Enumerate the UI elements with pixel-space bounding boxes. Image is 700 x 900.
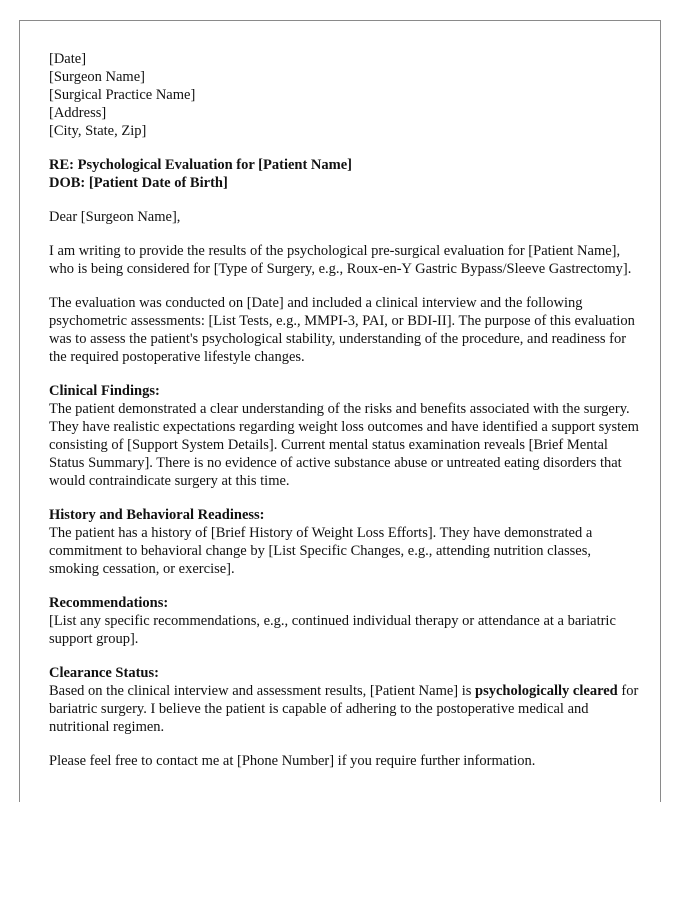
address-block [49, 50, 643, 140]
clinical-findings-section [49, 382, 643, 490]
clearance-body [49, 682, 643, 736]
recommendations-section [49, 594, 643, 648]
closing-paragraph: Please feel free to contact me at [Phone Number] if you require further information. [49, 753, 536, 769]
practice-name-line: [Surgical Practice Name] [49, 87, 196, 103]
clearance-section [49, 664, 643, 736]
letter-content [49, 50, 643, 770]
salutation: Dear [Surgeon Name], [49, 209, 181, 225]
re-line: RE: Psychological Evaluation for [Patient Name] [49, 157, 352, 173]
clearance-body-start: Based on the clinical interview and assessment results, [Patient Name] is [49, 683, 476, 699]
clinical-findings-heading: Clinical Findings: [49, 383, 160, 399]
clearance-heading: Clearance Status: [49, 665, 159, 681]
recommendations-body: [List any specific recommendations, e.g., continued individual therapy or attendance at a bariatric support group]. [49, 613, 616, 647]
recommendations-heading: Recommendations: [49, 595, 169, 611]
intro-paragraph: I am writing to provide the results of the psychological pre-surgical evaluation for [Patient Name], who is being considered for [Type of Surgery, e.g., Roux-en-Y Gastric Bypass/Sleeve Gastrectomy]. [49, 243, 632, 277]
evaluation-paragraph: The evaluation was conducted on [Date] and included a clinical interview and the following psychometric assessments: [List Tests, e.g., MMPI-3, PAI, or BDI-II]. The purpose of this evaluation was to assess the patient's psychological stability, understanding of the procedure, and readiness for the required postoperative lifestyle changes. [49, 295, 635, 365]
address-line: [Address] [49, 105, 107, 121]
surgeon-name-line: [Surgeon Name] [49, 69, 145, 85]
date-line: [Date] [49, 51, 87, 67]
city-state-zip-line: [City, State, Zip] [49, 123, 147, 139]
subject-block [49, 156, 643, 192]
history-section [49, 506, 643, 578]
dob-line: DOB: [Patient Date of Birth] [49, 175, 228, 191]
letter-page [19, 20, 661, 802]
clearance-status-bold: psychologically cleared [475, 683, 618, 699]
history-body: The patient has a history of [Brief History of Weight Loss Efforts]. They have demonstrated a commitment to behavioral change by [List Specific Changes, e.g., attending nutrition classes, smoking cessation, or exercise]. [49, 525, 593, 577]
history-heading: History and Behavioral Readiness: [49, 507, 265, 523]
clearance-body-end: for bariatric surgery. I believe the patient is capable of adhering to the postoperative medical and nutritional regimen. [49, 683, 639, 735]
clinical-findings-body: The patient demonstrated a clear understanding of the risks and benefits associated with the surgery. They have realistic expectations regarding weight loss outcomes and have identified a support system consisting of [Support System Details]. Current mental status examination reveals [Brief Mental Status Summary]. There is no evidence of active substance abuse or untreated eating disorders that would contraindicate surgery at this time. [49, 401, 639, 489]
